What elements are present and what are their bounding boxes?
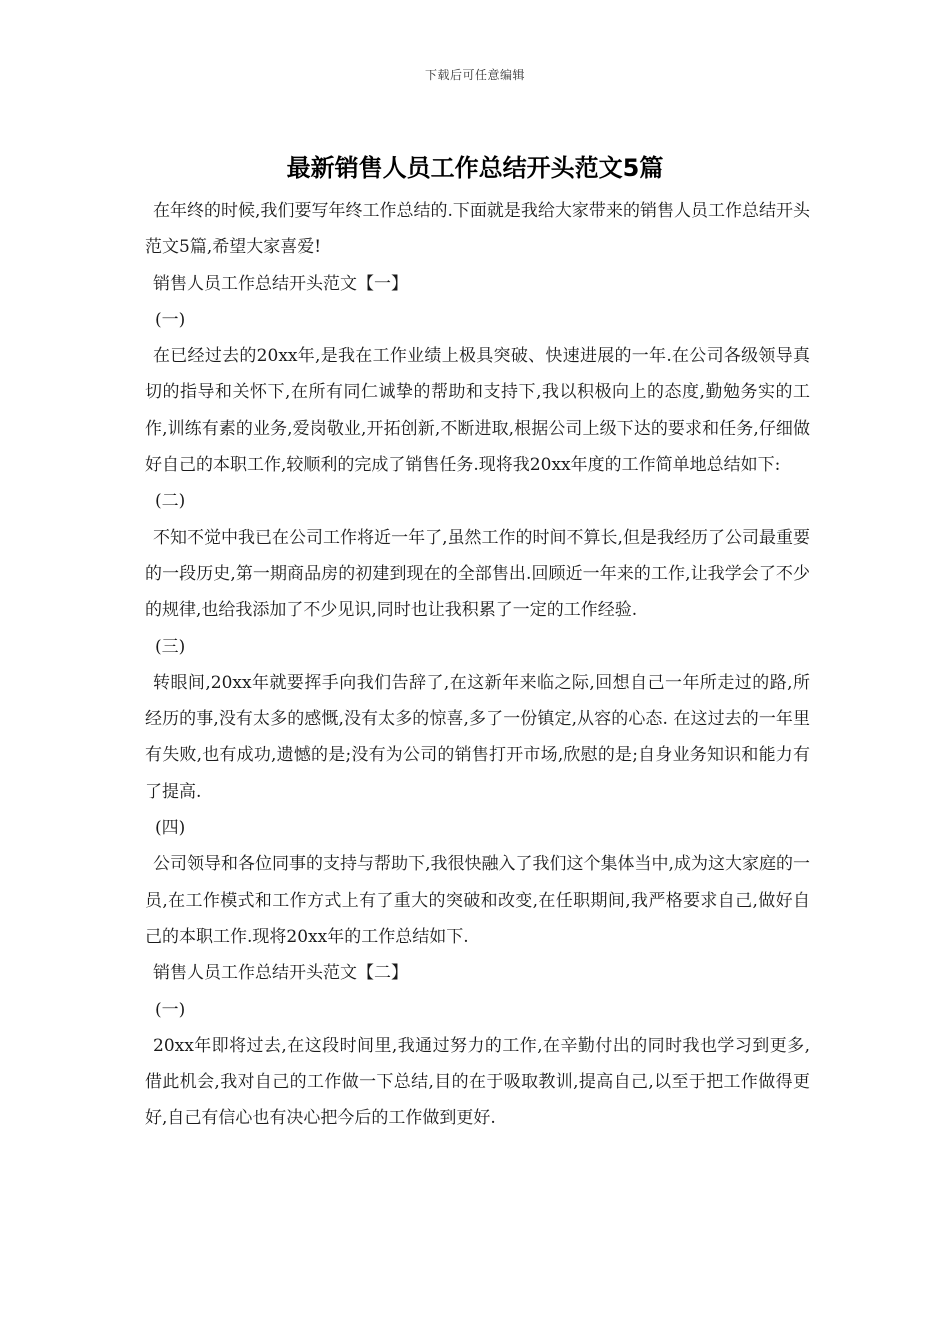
body-paragraph: 20xx年即将过去,在这段时间里,我通过努力的工作,在辛勤付出的同时我也学习到更多,借此机会,我对自己的工作做一下总结,目的在于吸取教训,提高自己,以至于把工作做得更好,自己有信心也有决心把今后的工作做到更好. [145,1035,810,1129]
item-marker: (一) [155,999,186,1020]
document-body [145,193,810,1137]
item-marker: (四) [155,818,186,839]
body-paragraph: 转眼间,20xx年就要挥手向我们告辞了,在这新年来临之际,回想自己一年所走过的路,所经历的事,没有太多的感慨,没有太多的惊喜,多了一份镇定,从容的心态. 在这过去的一年里有失败,也有成功,遗憾的是;没有为公司的销售打开市场,欣慰的是;自身业务知识和能力有了提高. [145,672,810,802]
body-paragraph: 不知不觉中我已在公司工作将近一年了,虽然工作的时间不算长,但是我经历了公司最重要的一段历史,第一期商品房的初建到现在的全部售出.回顾近一年来的工作,让我学会了不少的规律,也给我添加了不少见识,同时也让我积累了一定的工作经验. [145,527,810,621]
body-paragraph: 公司领导和各位同事的支持与帮助下,我很快融入了我们这个集体当中,成为这大家庭的一员,在工作模式和工作方式上有了重大的突破和改变,在任职期间,我严格要求自己,做好自己的本职工作.现将20xx年的工作总结如下. [145,854,810,947]
item-marker: (一) [155,309,186,330]
document-title: 最新销售人员工作总结开头范文5篇 [286,154,664,182]
item-marker: (二) [155,491,186,512]
item-marker: (三) [155,636,186,657]
section-heading-2: 销售人员工作总结开头范文【二】 [153,963,408,984]
page-header-note: 下载后可任意编辑 [424,68,525,82]
section-heading-1: 销售人员工作总结开头范文【一】 [153,273,408,294]
intro-paragraph: 在年终的时候,我们要写年终工作总结的.下面就是我给大家带来的销售人员工作总结开头范文5篇,希望大家喜爱! [145,201,810,258]
body-paragraph: 在已经过去的20xx年,是我在工作业绩上极具突破、快速进展的一年.在公司各级领导真切的指导和关怀下,在所有同仁诚挚的帮助和支持下,我以积极向上的态度,勤勉务实的工作,训练有素的业务,爱岗敬业,开拓创新,不断进取,根据公司上级下达的要求和任务,仔细做好自己的本职工作,较顺利的完成了销售任务.现将我20xx年度的工作简单地总结如下: [145,346,810,476]
